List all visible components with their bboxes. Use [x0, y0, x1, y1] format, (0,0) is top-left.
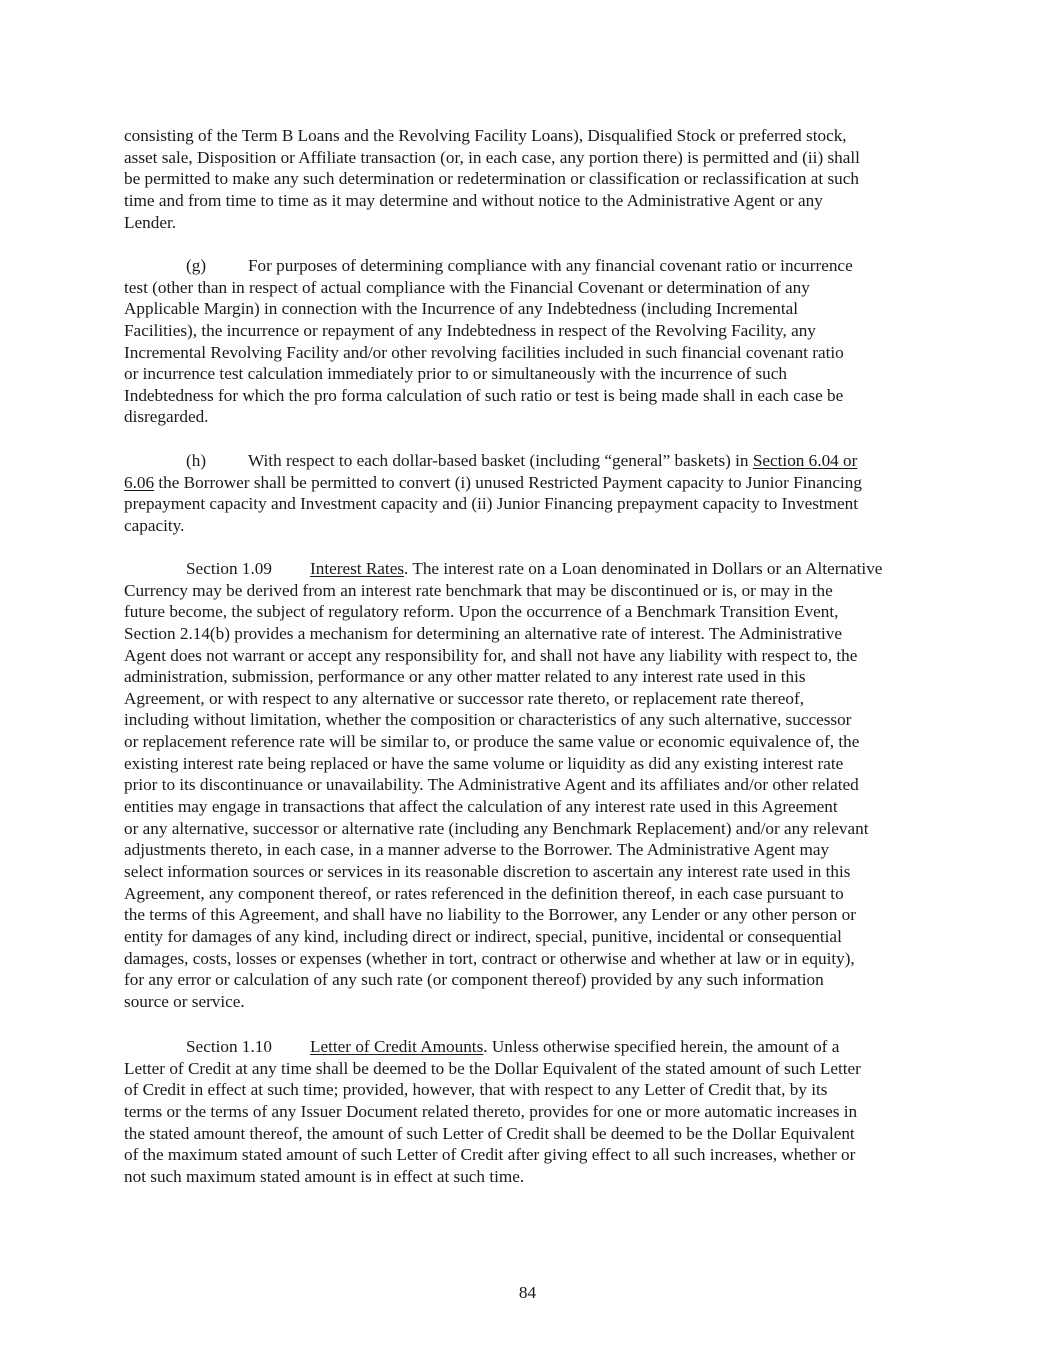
text-line: Agreement, or with respect to any alternative or successor rate thereto, or replacement rate thereof, [124, 688, 805, 708]
section-1-09 [124, 558, 931, 1012]
text-line: including without limitation, whether the composition or characteristics of any such alternative, successor [124, 710, 852, 730]
clause-h-second-line [124, 472, 931, 494]
text-line: of the maximum stated amount of such Letter of Credit after giving effect to all such increases, whether or [124, 1145, 856, 1165]
text-line: entity for damages of any kind, including direct or indirect, special, punitive, incidental or consequential [124, 926, 842, 946]
text-line: for any error or calculation of any such rate (or component thereof) provided by any such information [124, 970, 824, 990]
text-line: Agreement, any component thereof, or rates referenced in the definition thereof, in each case pursuant to [124, 883, 844, 903]
text-line: the stated amount thereof, the amount of such Letter of Credit shall be deemed to be the Dollar Equivalent [124, 1123, 855, 1143]
text-line: Facilities), the incurrence or repayment of any Indebtedness in respect of the Revolving Facility, any [124, 320, 816, 340]
text-segment: With respect to each dollar-based basket (including “general” baskets) in [248, 451, 749, 470]
section-heading: Interest Rates [310, 559, 405, 578]
section-reference-link[interactable]: Section 6.04 or [752, 451, 858, 470]
text-line: the terms of this Agreement, and shall have no liability to the Borrower, any Lender or any other person or [124, 905, 856, 925]
text-line: adjustments thereto, in each case, in a manner adverse to the Borrower. The Administrative Agent may [124, 840, 830, 860]
text-line: Letter of Credit at any time shall be deemed to be the Dollar Equivalent of the stated amount of such Letter [124, 1058, 861, 1078]
text-line: entities may engage in transactions that affect the calculation of any interest rate used in this Agreement [124, 797, 838, 817]
text-line: Section 2.14(b) provides a mechanism for determining an alternative rate of interest. The Administrative [124, 623, 842, 643]
text-line: select information sources or services in its reasonable discretion to ascertain any interest rate used in this [124, 861, 851, 881]
text-line: Incremental Revolving Facility and/or other revolving facilities included in such financial covenant ratio [124, 342, 844, 362]
text-line: existing interest rate being replaced or have the same volume or liquidity as did any existing interest rate [124, 753, 844, 773]
text-segment: . The interest rate on a Loan denominated in Dollars or an Alternative [404, 559, 883, 578]
text-line: prepayment capacity and Investment capacity and (ii) Junior Financing prepayment capacity to Investment [124, 494, 859, 514]
text-line: time and from time to time as it may determine and without notice to the Administrative Agent or any [124, 190, 823, 210]
text-line: or replacement reference rate will be similar to, or produce the same value or economic equivalence of, the [124, 732, 860, 752]
section-1-10 [124, 1036, 931, 1187]
clause-h [124, 450, 931, 537]
text-segment: . Unless otherwise specified herein, the amount of a [483, 1037, 840, 1056]
clause-g-first-line [124, 255, 931, 277]
text-line: or any alternative, successor or alternative rate (including any Benchmark Replacement) and/or any relevant [124, 818, 869, 838]
text-line: not such maximum stated amount is in effect at such time. [124, 1166, 525, 1186]
text-line: of Credit in effect at such time; provided, however, that with respect to any Letter of Credit that, by its [124, 1080, 828, 1100]
text-line: capacity. [124, 515, 185, 535]
section-heading-line [124, 558, 931, 580]
section-number: Section 1.10 [186, 1037, 272, 1056]
section-reference-link[interactable]: 6.06 [124, 472, 155, 492]
text-line: Agent does not warrant or accept any responsibility for, and shall not have any liability with respect to, the [124, 645, 858, 665]
text-segment: the Borrower shall be permitted to convert (i) unused Restricted Payment capacity to Junior Financing [158, 472, 862, 492]
page-number: 84 [518, 1283, 537, 1302]
text-line: Indebtedness for which the pro forma calculation of such ratio or test is being made shall in each case be [124, 385, 844, 405]
text-line: For purposes of determining compliance with any financial covenant ratio or incurrence [248, 256, 853, 275]
text-line: damages, costs, losses or expenses (whether in tort, contract or otherwise and whether at law or in equity), [124, 948, 855, 968]
section-heading: Letter of Credit Amounts [310, 1037, 484, 1056]
text-line: asset sale, Disposition or Affiliate transaction (or, in each case, any portion there) is permitted and (ii) shall [124, 147, 860, 167]
text-line: administration, submission, performance or any other matter related to any interest rate used in this [124, 667, 806, 687]
text-line: consisting of the Term B Loans and the Revolving Facility Loans), Disqualified Stock or preferred stock, [124, 126, 847, 145]
clause-g [124, 255, 931, 428]
text-line: or incurrence test calculation immediately prior to or simultaneously with the incurrence of such [124, 364, 787, 384]
text-line: Applicable Margin) in connection with the Incurrence of any Indebtedness (including Incremental [124, 299, 799, 319]
text-line: future become, the subject of regulatory reform. Upon the occurrence of a Benchmark Transition Event, [124, 602, 839, 622]
section-number: Section 1.09 [186, 559, 272, 578]
text-line: disregarded. [124, 407, 209, 427]
text-line: prior to its discontinuance or unavailability. The Administrative Agent and its affiliates and/or other related [124, 775, 859, 795]
text-line: terms or the terms of any Issuer Document related thereto, provides for one or more automatic increases in [124, 1101, 858, 1121]
clause-label: (g) [186, 256, 207, 275]
text-line: Currency may be derived from an interest rate benchmark that may be discontinued or is, or may in the [124, 580, 833, 600]
text-line: Lender. [124, 212, 177, 232]
text-line: be permitted to make any such determination or redetermination or classification or reclassification at such [124, 169, 859, 189]
section-heading-line [124, 1036, 931, 1058]
text-line: source or service. [124, 991, 245, 1011]
clause-label: (h) [186, 451, 207, 470]
clause-h-first-line [124, 450, 931, 472]
text-line: test (other than in respect of actual compliance with the Financial Covenant or determination of any [124, 277, 810, 297]
paragraph-continuation [124, 125, 931, 233]
